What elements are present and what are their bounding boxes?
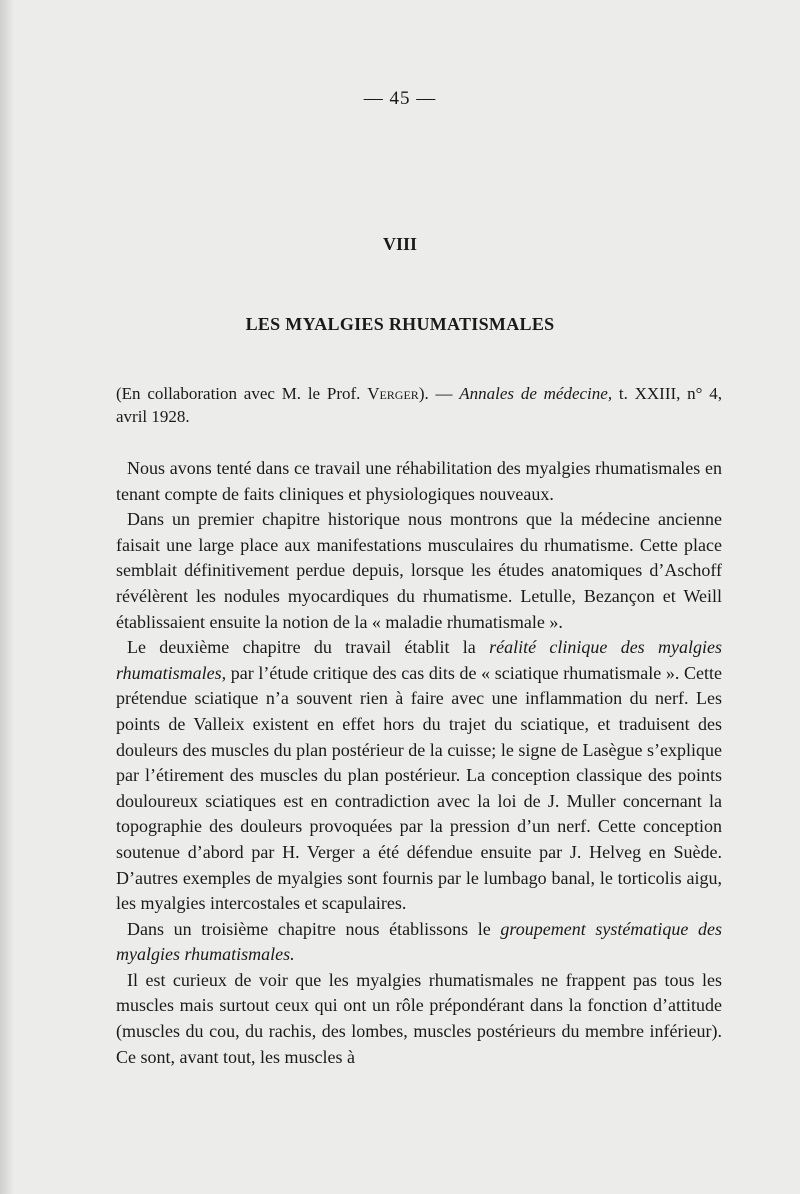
reference-middle: ). — bbox=[418, 384, 460, 403]
page-edge-shadow bbox=[0, 0, 14, 1194]
chapter-title: LES MYALGIES RHUMATISMALES bbox=[245, 314, 555, 334]
paragraph-3 bbox=[116, 635, 722, 917]
body-text bbox=[116, 456, 722, 1070]
paragraph-5: Il est curieux de voir que les myalgies rhumatismales ne frappent pas tous les muscles mais surtout ceux qui ont un rôle prépondérant dans la fonction d’attitude (muscles du cou, du rachis, des lombes, muscles postérieurs du membre inférieur). Ce sont, avant tout, les muscles à bbox=[116, 969, 722, 1067]
reference-journal: Annales de médecine, bbox=[459, 384, 613, 403]
reference-author: Verger bbox=[367, 384, 419, 403]
reference-suffix: t. XXIII, n° 4, avril 1928. bbox=[116, 384, 722, 426]
paragraph-4 bbox=[116, 917, 722, 968]
paragraph-3-end: par l’étude critique des cas dits de « sciatique rhumatismale ». Cette prétendue sciatique n’a souvent rien à faire avec une inflammation du nerf. Les points de Valleix existent en effet hors du trajet du sciatique, et traduisent des douleurs des muscles du plan postérieur de la cuisse; le signe de Lasègue s’explique par l’étirement des muscles du plan postérieur. La conception classique des points douloureux sciatiques est en contradiction avec la loi de J. Muller concernant la topographie des douleurs provoquées par la pression d’un nerf. Cette conception soutenue d’abord par H. Verger a été défendue ensuite par J. Helveg en Suède. D’autres exemples de myalgies sont fournis par le lumbago banal, le torticolis aigu, les myalgies intercostales et scapulaires. bbox=[116, 662, 722, 914]
paragraph-4-start: Dans un troisième chapitre nous établissons le bbox=[127, 918, 501, 939]
reference-prefix: (En collaboration avec M. le Prof. bbox=[116, 384, 368, 403]
paragraph-2: Dans un premier chapitre historique nous montrons que la médecine ancienne faisait une large place aux manifestations musculaires du rhumatisme. Cette place semblait définitivement perdue depuis, lorsque les études anatomiques d’Aschoff révélèrent les nodules myocardiques du rhumatisme. Letulle, Bezançon et Weill établissaient ensuite la notion de la « maladie rhumatismale ». bbox=[116, 509, 722, 632]
paragraph-3-start: Le deuxième chapitre du travail établit la bbox=[127, 637, 490, 658]
reference-line bbox=[116, 382, 722, 428]
page-number: — 45 — bbox=[363, 88, 437, 109]
paragraph-4-emphasis: groupement systématique des myalgies rhumatismales. bbox=[116, 918, 722, 965]
paragraph-1: Nous avons tenté dans ce travail une réhabilitation des myalgies rhumatismales en tenant compte de faits cliniques et physiologiques nouveaux. bbox=[116, 458, 722, 504]
paragraph-3-emphasis: réalité clinique des myalgies rhumatismales, bbox=[116, 637, 722, 683]
chapter-number: VIII bbox=[382, 234, 417, 254]
